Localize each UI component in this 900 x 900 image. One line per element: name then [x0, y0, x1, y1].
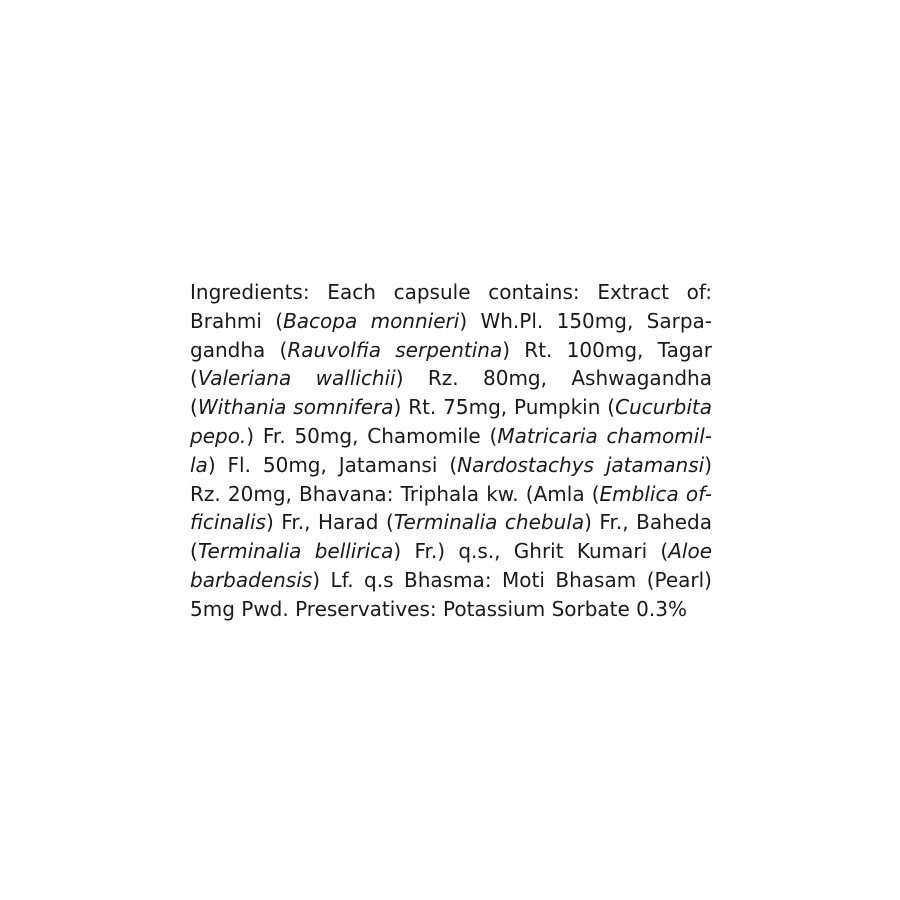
ingredient-text: (	[190, 539, 198, 564]
ingredients-line	[190, 422, 712, 451]
ingredient-text: ) Rz. 80mg, Ashwagandha	[395, 366, 712, 391]
botanical-name: Withania somnifera	[197, 395, 394, 420]
ingredient-text: ) Fr., Harad (	[265, 510, 394, 535]
ingredient-text: ) Rt. 100mg, Tagar	[502, 337, 712, 362]
ingredients-line	[190, 393, 712, 422]
botanical-name: pepo.	[190, 423, 247, 448]
botanical-name: Valeriana wallichii	[197, 366, 396, 391]
ingredient-text: ) Fr., Baheda	[584, 510, 713, 535]
ingredient-text: Rz. 20mg, Bhavana: Triphala kw. (Amla (	[190, 481, 600, 506]
botanical-name: Terminalia bellirica	[197, 539, 394, 564]
ingredient-text: gandha (	[190, 337, 288, 362]
ingredients-line	[190, 595, 712, 624]
ingredients-line	[190, 480, 712, 509]
botanical-name: Aloe	[668, 539, 712, 564]
ingredient-text: ) Fr. 50mg, Chamomile (	[246, 423, 498, 448]
ingredient-text: (	[190, 395, 198, 420]
ingredients-line	[190, 307, 712, 336]
ingredients-line	[190, 451, 712, 480]
botanical-name: Rauvolfia serpentina	[287, 337, 503, 362]
botanical-name: la	[190, 452, 208, 477]
ingredients-line	[190, 278, 712, 307]
ingredient-text: ) Fr.) q.s., Ghrit Kumari (	[393, 539, 669, 564]
ingredients-paragraph	[190, 278, 712, 624]
botanical-name: Nardostachys jatamansi	[457, 452, 705, 477]
ingredient-text: ) Wh.Pl. 150mg, Sarpa-	[459, 308, 713, 333]
botanical-name: ficinalis	[190, 510, 266, 535]
ingredient-text: Brahmi (	[190, 308, 284, 333]
botanical-name: barbadensis	[190, 567, 313, 592]
ingredients-line	[190, 508, 712, 537]
ingredient-text: )	[704, 452, 712, 477]
ingredients-line	[190, 566, 712, 595]
ingredient-text: 5mg Pwd. Preservatives: Potassium Sorbate 0.3%	[190, 596, 687, 621]
ingredients-line	[190, 364, 712, 393]
ingredient-text: ) Lf. q.s Bhasma: Moti Bhasam (Pearl)	[312, 567, 712, 592]
ingredient-text: (	[190, 366, 198, 391]
ingredient-text: ) Rt. 75mg, Pumpkin (	[393, 395, 616, 420]
ingredient-text: Ingredients: Each capsule contains: Extract of:	[190, 280, 712, 304]
botanical-name: Emblica of-	[599, 481, 712, 506]
ingredient-text: ) Fl. 50mg, Jatamansi (	[207, 452, 458, 477]
ingredients-line	[190, 537, 712, 566]
botanical-name: Bacopa monnieri	[283, 308, 460, 333]
botanical-name: Matricaria chamomil-	[497, 423, 712, 448]
botanical-name: Cucurbita	[615, 395, 712, 420]
botanical-name: Terminalia chebula	[393, 510, 585, 535]
ingredients-line	[190, 336, 712, 365]
